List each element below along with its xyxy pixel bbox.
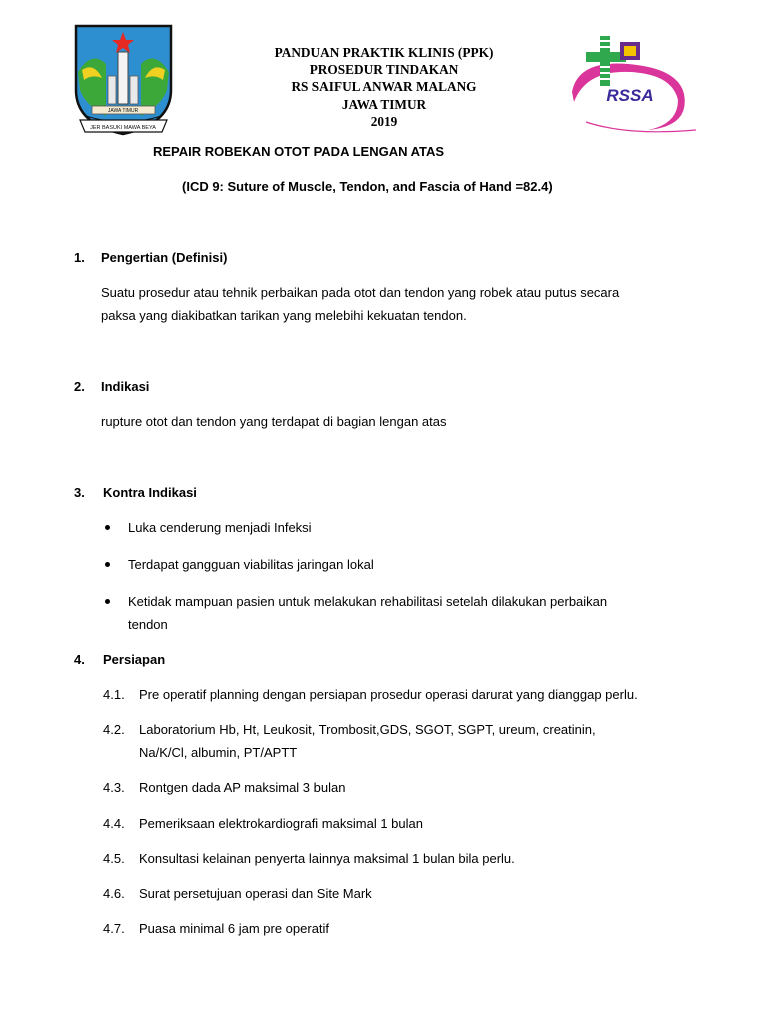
- icd-code: (ICD 9: Suture of Muscle, Tendon, and Fascia of Hand =82.4): [182, 179, 553, 194]
- list-item-continuation: tendon: [128, 617, 168, 632]
- header-line: PROSEDUR TINDAKAN: [309, 62, 459, 78]
- header-line: 2019: [370, 113, 398, 129]
- section-number: 1.: [74, 250, 85, 265]
- list-item-number: 4.1.: [103, 687, 125, 702]
- list-item: Luka cenderung menjadi Infeksi: [128, 520, 312, 535]
- list-item-number: 4.3.: [103, 780, 125, 795]
- jawa-timur-emblem-icon: [72, 20, 175, 138]
- list-item-number: 4.4.: [103, 816, 125, 831]
- section-heading: Kontra Indikasi: [103, 485, 197, 500]
- section-number: 2.: [74, 379, 85, 394]
- section-heading: Persiapan: [103, 652, 166, 667]
- svg-text:JAWA TIMUR: JAWA TIMUR: [107, 108, 139, 114]
- document-title: REPAIR ROBEKAN OTOT PADA LENGAN ATAS: [153, 144, 445, 159]
- bullet-icon: [105, 525, 110, 530]
- header-line: JAWA TIMUR: [341, 96, 427, 112]
- section-number: 3.: [74, 485, 85, 500]
- header-line: RS SAIFUL ANWAR MALANG: [291, 79, 477, 95]
- list-item-number: 4.5.: [103, 851, 125, 866]
- rssa-logo-icon: [568, 30, 696, 138]
- paragraph-line: Suatu prosedur atau tehnik perbaikan pada otot dan tendon yang robek atau putus secara: [101, 285, 620, 300]
- svg-text:RSSA: RSSA: [606, 86, 654, 105]
- bullet-icon: [105, 562, 110, 567]
- paragraph-text: rupture otot dan tendon yang terdapat di bagian lengan atas: [101, 414, 447, 429]
- list-item: Terdapat gangguan viabilitas jaringan lokal: [128, 557, 374, 572]
- list-item-number: 4.6.: [103, 886, 125, 901]
- list-item: Pemeriksaan elektrokardiografi maksimal 1 bulan: [139, 816, 423, 831]
- paragraph-line: paksa yang diakibatkan tarikan yang melebihi kekuatan tendon.: [101, 308, 467, 323]
- document-header: [215, 44, 553, 130]
- list-item: Rontgen dada AP maksimal 3 bulan: [139, 780, 346, 795]
- list-item-number: 4.7.: [103, 921, 125, 936]
- list-item-continuation: Na/K/Cl, albumin, PT/APTT: [139, 745, 298, 760]
- svg-text:JER BASUKI MAWA BEYA: JER BASUKI MAWA BEYA: [90, 125, 156, 131]
- section-heading: Indikasi: [101, 379, 150, 394]
- list-item: Pre operatif planning dengan persiapan prosedur operasi darurat yang dianggap perlu.: [139, 687, 638, 702]
- list-item: Laboratorium Hb, Ht, Leukosit, Trombosit,GDS, SGOT, SGPT, ureum, creatinin,: [139, 722, 596, 737]
- bullet-icon: [105, 599, 110, 604]
- list-item: Surat persetujuan operasi dan Site Mark: [139, 886, 372, 901]
- list-item: Puasa minimal 6 jam pre operatif: [139, 921, 330, 936]
- header-line: PANDUAN PRAKTIK KLINIS (PPK): [274, 45, 494, 60]
- list-item: Ketidak mampuan pasien untuk melakukan rehabilitasi setelah dilakukan perbaikan: [128, 594, 608, 609]
- section-number: 4.: [74, 652, 85, 667]
- list-item: Konsultasi kelainan penyerta lainnya maksimal 1 bulan bila perlu.: [139, 851, 515, 866]
- section-heading: Pengertian (Definisi): [101, 250, 228, 265]
- list-item-number: 4.2.: [103, 722, 125, 737]
